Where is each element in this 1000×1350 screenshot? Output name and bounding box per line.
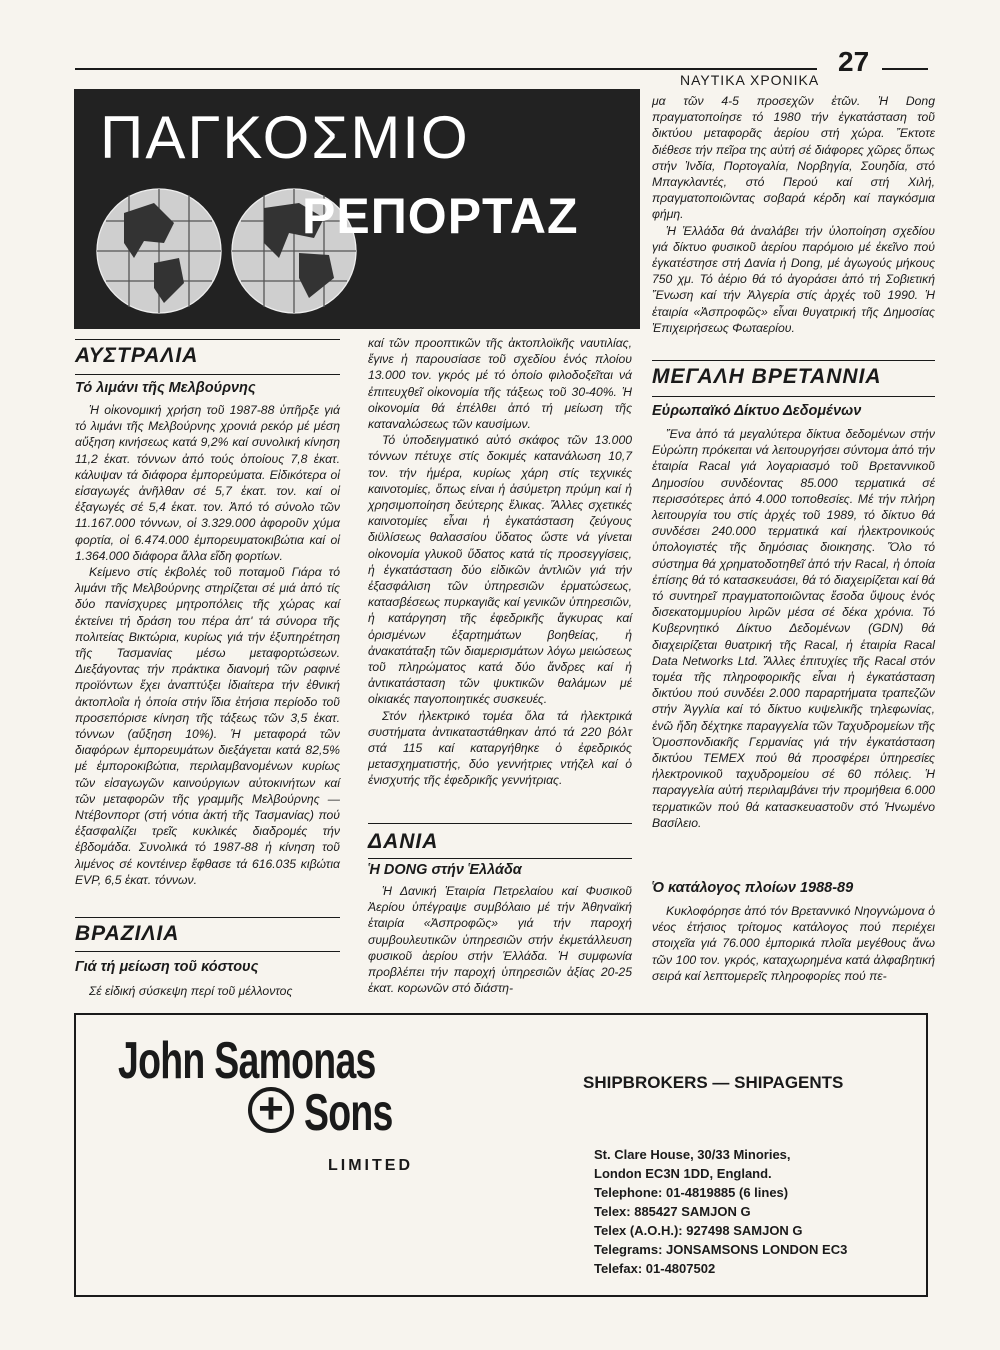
col1-rule-top xyxy=(75,339,340,340)
banner-title-line1: ΠΑΓΚΟΣΜΙΟ xyxy=(100,104,470,171)
col1-rule-brazil-top xyxy=(75,917,340,918)
col2-rule-denmark-mid xyxy=(368,858,632,859)
paragraph: Κυκλοφόρησε ἀπό τόν Βρεταννικό Νηογνώμονα ὁ νέος ἐτήσιος τρίτομος κατάλογος πού περιέχει στοιχεῖα γιά 76.000 ἐμπορικά πλοῖα μεγέθους ἄνω τῶν 100 τον. γκρός, καταχωρημένα κατά ἀλφαβητική σειρά καί λεπτομερεῖς πληροφορίες πού πε- xyxy=(652,904,935,983)
article-body-australia xyxy=(75,402,340,888)
article-body-denmark xyxy=(368,883,632,996)
subheading-melbourne: Τό λιμάνι τῆς Μελβούρνης xyxy=(75,380,256,396)
section-heading-denmark: ΔΑΝΙΑ xyxy=(368,830,439,853)
company-logo-line1: John Samonas xyxy=(118,1032,376,1090)
section-heading-brazil: ΒΡΑΖΙΛΙΑ xyxy=(75,922,180,945)
article-body-register xyxy=(652,903,935,984)
paragraph: Ἡ οἰκονομική χρήση τοῦ 1987-88 ὑπῆρξε γιά τό λιμάνι τῆς Μελβούρνης χρονιά ρεκόρ μέ μέση αὔξηση κινήσεως κατά 9,2% καί συνολική κίνηση 11,2 ἑκατ. τόννων ἀπό τούς ὁποίους 7,8 ἑκατ. κάλυψαν τά διάφορα ἐμπορεύματα. Εἰδικότερα οἱ εἰσαγωγές ἀνῆλθαν σέ 5,7 ἑκατ. τον. καί οἱ ἐξαγωγές σέ 5,4 ἑκατ. τον. Ἀπό τό σύνολο τῶν 11.167.000 τόννων, οἱ 3.329.000 ἀφοροῦν χύμα φορτία, οἱ 6.474.000 ἐμπορευματοκιβώτια καί οἱ 1.364.000 διάφορα ἄλλα εἴδη φορτίων. xyxy=(75,403,340,563)
address-line1: St. Clare House, 30/33 Minories, xyxy=(594,1147,791,1162)
contact-block xyxy=(594,1145,847,1278)
section-banner xyxy=(74,89,640,329)
telefax: Telefax: 01-4807502 xyxy=(594,1261,716,1276)
company-logo-line2: Sons xyxy=(304,1084,393,1142)
col2-rule-denmark-top xyxy=(368,823,632,824)
subheading-ship-register: Ὁ κατάλογος πλοίων 1988-89 xyxy=(652,880,854,896)
logo-plus: + xyxy=(258,1084,284,1133)
article-body-racal xyxy=(652,426,935,831)
telex: Telex: 885427 SAMJON G xyxy=(594,1204,751,1219)
telegrams: Telegrams: JONSAMSONS LONDON EC3 xyxy=(594,1242,848,1257)
plus-icon xyxy=(248,1084,294,1133)
paragraph: Ἡ Ἑλλάδα θά ἀναλάβει τήν ὑλοποίηση σχεδίου γιά δίκτυο φυσικοῦ ἀερίου παρόμοιο μέ ἐκεῖνο πού ἐγκατέστησε στή Δανία ἡ Dong, μέ ἀγωγούς μήκους 750 χμ. Τό ἀέριο θά τό ἀγοράσει ἀπό τή Σοβιετική Ἕνωση καί τήν Ἀλγερία στίς ἀρχές τοῦ 1990. Ἡ ἑταιρία «Ἀσπροφῶς» εἶναι θυγατρική τῆς Δημοσίας Ἐπιχειρήσεως Φωταερίου. xyxy=(652,223,935,335)
col3-rule-uk-top xyxy=(652,360,935,361)
section-heading-great-britain: ΜΕΓΑΛΗ ΒΡΕΤΑΝΝΙΑ xyxy=(652,365,882,388)
banner-title-line2: ΡΕΠΟΡΤΑΖ xyxy=(302,188,579,244)
paragraph: Κείμενο στίς ἐκβολές τοῦ ποταμοῦ Γιάρα τό λιμάνι τῆς Μελβούρνης στηρίζεται σέ μιά ἀπό τίς δύο πανίσχυρες μητροπόλεις τῆς χώρας καί ἐκτείνει τή δράση του πέρα ἀπ' τά σύνορα τῆς πολιτείας Βικτώρια, κυρίως γιά τήν ἐξυπηρέτηση τῆς Τασμανίας μέσω μεταφορτώσεων. Διεξάγοντας τήν πράκτικα διανομή τῶν ραφινέ προϊόντων ἔχει ἀναπτύξει ἰδιαίτερα τήν ἐθνική ἀκτοπλοΐα ἡ ὁποία στήν ἴδια ἐτήσια περίοδο τοῦ προσεπόρισε κίνηση τῆς τάξεως τῶν 3,5 ἑκατ. τόννων (αὔξηση 10%). Ἡ μεταφορά τῶν διαφόρων ἐμπορευμάτων διεξάγεται κατά 82,5% μέ ἐμποροκιβώτια, περιλαμβανομένων κυρίως τῶν εἰσαγωγῶν καινούργιων αὐτοκινήτων καί τῶν μεταφορῶν τῆς γραμμῆς Μελβούρνης — Ντέβονπορτ (στή νότια ἀκτή τῆς Τασμανίας) πού ἐξασφαλίζει τρεῖς κυκλικές διαδρομές τήν ἑβδομάδα. Συνολικά τό 1987-88 ἡ κίνηση τοῦ λιμένος σέ κοντέινερ ἔφθασε τά 616.035 κιβώτια EVP, 6,5 ἑκατ. τόννων. xyxy=(75,565,340,887)
subheading-dong: Ἡ DONG στήν Ἑλλάδα xyxy=(368,862,522,878)
company-tagline: SHIPBROKERS — SHIPAGENTS xyxy=(583,1073,844,1092)
article-body-denmark-cont xyxy=(652,93,935,336)
company-limited: LIMITED xyxy=(328,1157,413,1174)
telephone: Telephone: 01-4819885 (6 lines) xyxy=(594,1185,789,1200)
running-title: ΝΑΥΤΙΚΑ ΧΡΟΝΙΚΑ xyxy=(680,72,820,88)
paragraph: Τό ὑποδειγματικό αὐτό σκάφος τῶν 13.000 τόννων πέτυχε στίς δοκιμές κατανάλωση 10,7 τον. τήν ἡμέρα, κυρίως χάρη στίς τεχνικές καινοτομίες, ὅπως είναι ἡ ἀσύμετρη πρύμη καί ἡ χρησιμοποίηση δεύτερης ἕλικας. Ἄλλες σχετικές καινοτομίες εἶναι ἡ ἐγκατάσταση ζεύγους διϋλίσεως θαλασσίου ὕδατος ὥστε νά γίνεται οἰκονομία γλυκοῦ ὕδατος κατά τίς προσεγγίσεις, ἡ ἐγκατάσταση δύο εἰδικῶν ἀντλιῶν γιά τήν ἐξασφάλιση τῶν ὑπηρεσιῶν ἐρματώσεως, κατασβέσεως πυρκαγιᾶς καί γενικῶν ὑπηρεσιῶν, ἡ κατάργηση τῆς ἐφεδρικῆς ἄγκυρας καί ὁρισμένων ἐξαρτημάτων βοηθείας, ἡ ἀνακατάταξη τῶν διαμερισμάτων λόγω μειώσεως τοῦ πληρώματος κατά δύο ἄνδρες καί ἡ ἀντικατάσταση τῶν ψυκτικῶν θαλάμων μέ οἰκιακές παγοποιητικές συσκευές. xyxy=(368,433,632,707)
page-number: 27 xyxy=(838,46,870,77)
header-rule-right xyxy=(882,68,928,70)
section-heading-australia: ΑΥΣΤΡΑΛΙΑ xyxy=(75,344,199,367)
telex-aoh: Telex (A.O.H.): 927498 SAMJON G xyxy=(594,1223,803,1238)
header-rule-left xyxy=(75,68,817,70)
article-body-brazil-cont xyxy=(368,335,632,789)
col3-rule-uk-mid xyxy=(652,396,935,397)
subheading-data-network: Εὐρωπαϊκό Δίκτυο Δεδομένων xyxy=(652,403,862,419)
paragraph: καί τῶν προοπτικῶν τῆς ἀκτοπλοϊκῆς ναυτιλίας, ἔγινε ἡ παρουσίασε τοῦ σχεδίου ἑνός πλοίου 13.000 τον. γκρός μέ τό ὁποίο φιλοδοξεῖται νά ἐπιτευχθεῖ οἰκονομία τῆς τάξεως τοῦ 30-40%. Ἡ οἰκονομία θά ἐπέλθει ἀπό τή μείωση τῆς καταναλώσεως τῶν καυσίμων. xyxy=(368,336,632,432)
paragraph: Ἕνα ἀπό τά μεγαλύτερα δίκτυα δεδομένων στήν Εὐρώπη πρόκειται νά λειτουργήσει σύντομα ἀπό τήν ἑταιρία Racal γιά λογαριασμό τοῦ Βρεταννικοῦ Δημοσίου συνδέοντας 85.000 τερματικά σέ περισσότερες ἀπό 4.000 τοποθεσίες. Μέ τήν πλήρη λειτουργία του στίς ἀρχές τοῦ 1989, τό δίκτυο θά συνδέσει 240.000 τερματικά καί ἠλεκτρονικούς ὑπολογιστές τῆς δημόσιας διοικησης. Ὅλο τό σύστημα θά χρηματοδοτηθεῖ ἀπό τήν Racal, ἡ ὁποία ἐπίσης θά τό κατασκευάσει, θά τό διαχειρίζεται καί θά τό συντηρεῖ πραγματοποιῶντας ἔσοδα ὕψους ἑνός δισεκατομμυρίου λιρῶν μέσα σέ δέκα χρόνια. Τό Κυβερνητικό Δίκτυο Δεδομένων (GDN) θά διαχειρίζεται θυατρική τῆς Racal, ἡ ἑταιρία Racal Data Networks Ltd. Ἄλλες ἐπιτυχίες τῆς Racal στόν τομέα τῆς πληροφορικῆς εἶναι ἡ ἐγκατάσταση δικτύου πού συνδέει 2.000 παραρτήματα τραπεζῶν στήν Ἀγγλία καί τό δίκτυο κυψελικῆς τηλεφωνίας, ἐνῶ ἤδη δέχτηκε παραγγελία τῶν Ταχυδρομείων τῆς Ὁμοσπονδιακῆς Γερμανίας γιά τήν ἐγκατάσταση δικτύου TEMEX πού θά προσφέρει ὑπηρεσίες ἠλεκτρονικοῦ ταχυδρομείου σέ 60 πόλεις. Ἡ παραγγελία αὐτή περιλαμβάνει τήν προμήθεια 6.000 τερματικῶν πού θά κατασκευαστοῦν στό Ἡνωμένο Βασίλειο. xyxy=(652,427,935,830)
paragraph: Στόν ἠλεκτρικό τομέα ὅλα τά ἠλεκτρικά συστήματα ἀντικαταστάθηκαν ἀπό τά 220 βόλτ στά 115 καί καταργήθηκε ὁ ἐφεδρικός μετασχηματιστής, δύο γεννήτριες ντήζελ καί ὁ ἐνισχυτής τῆς ἐφεδρικῆς γεννήτριας. xyxy=(368,708,632,788)
subheading-cost: Γιά τή μείωση τοῦ κόστους xyxy=(75,959,259,975)
paragraph: Ἡ Δανική Ἑταιρία Πετρελαίου καί Φυσικοῦ Ἀερίου ὑπέγραψε συμβόλαιο μέ τήν Ἀθηναϊκή ἑταιρία «Ἀσπροφῶς» γιά τήν παροχή συμβουλευτικῶν ὑπηρεσιῶν στήν ἐκμετάλλευση φυσικοῦ ἀερίου στήν Ἑλλάδα. Ἡ συμφωνία προβλέπει τήν παροχή ὑπηρεσιῶν ἀξίας 20-25 ἑκατ. κορωνῶν στό διάστη- xyxy=(368,884,632,996)
paragraph: Σέ εἰδική σύσκεψη περί τοῦ μέλλοντος xyxy=(89,984,293,998)
col1-rule-brazil-mid xyxy=(75,951,340,952)
article-body-brazil xyxy=(75,983,340,999)
paragraph: μα τῶν 4-5 προσεχῶν ἐτῶν. Ἡ Dong πραγματοποίησε τό 1980 τήν ἐγκατάσταση τοῦ δικτύου μεταφορᾶς ἀερίου στή χώρα. Ἔκτοτε διέθεσε τήν πεῖρα της αὐτή σέ διάφορες χῶρες ὅπως στήν Ἰνδία, Πορτογαλία, Νορβηγία, Σουηδία, στό Μπαγκλαντές, στό Περού καί στή Χιλή, πραγματοποιῶντας σοβαρά κέρδη καί παγκόσμια φήμη. xyxy=(652,94,935,222)
col1-rule-mid xyxy=(75,374,340,375)
advertisement-box xyxy=(74,1013,928,1297)
address-line2: London EC3N 1DD, England. xyxy=(594,1166,772,1181)
